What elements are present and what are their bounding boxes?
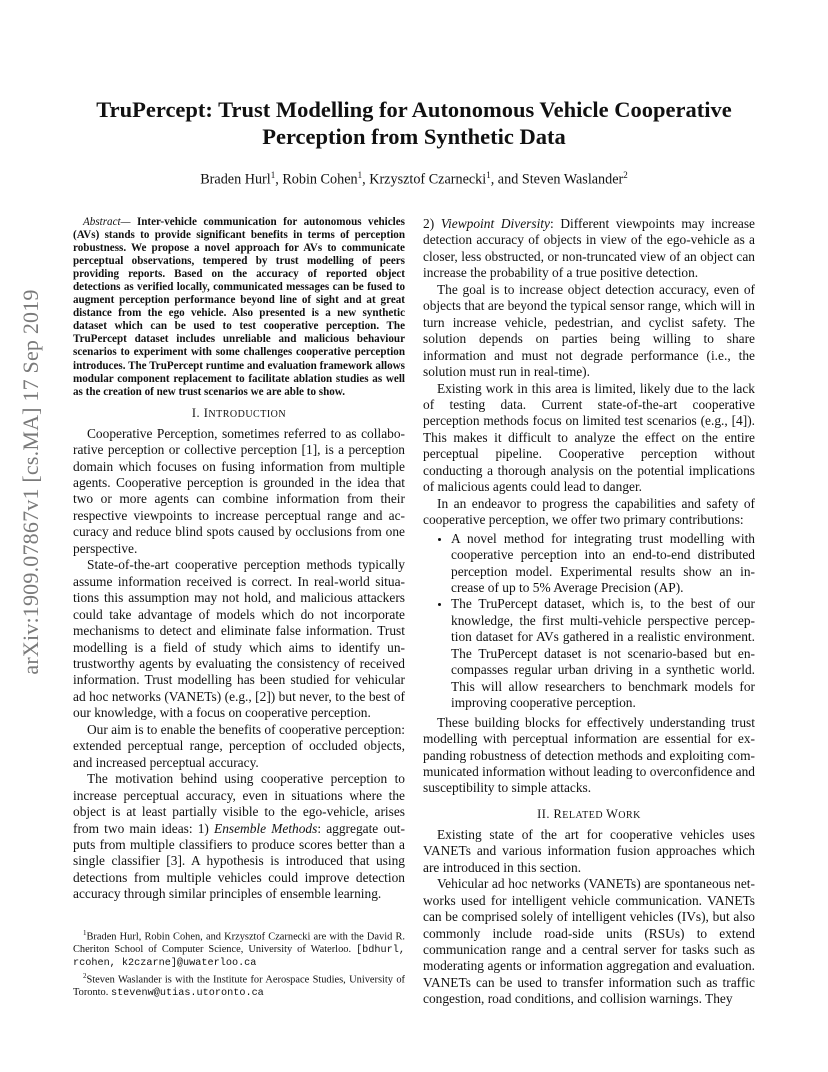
paragraph-emphasis: Viewpoint Diversity	[440, 216, 550, 231]
author-name: Braden Hurl	[200, 171, 271, 188]
abstract	[73, 216, 405, 399]
abstract-label: Abstract	[83, 216, 121, 228]
section-rest: ORK	[618, 809, 641, 821]
paragraph: The goal is to increase object detection accuracy, even of objects that are beyond the typical sensor range, which will in turn increase vehicle, pedestrian, and cyclist safety. The solution depends on parties being willing to share information and must not degrade performance (i.e., the solution must run in real-time).	[423, 281, 755, 380]
arxiv-stamp	[14, 272, 48, 692]
paragraph: In an endeavor to progress the capabilities and safety of cooperative perception, we offer two primary contributions:	[423, 495, 755, 528]
author-separator: ,	[275, 171, 283, 188]
paragraph-text: 2)	[423, 216, 441, 231]
footnote	[73, 927, 405, 970]
paragraph: Existing work in this area is limited, likely due to the lack of testing data. Current state-of-the-art cooperative perception methods focus on limited test scenarios (e.g., [4]). This makes it difficult to analyze the effect on the entire perceptual pipeline. Cooperative perception without conducting a thorough analysis on the potential implications of malicious agents could lead to danger.	[423, 380, 755, 495]
paragraph-text: : aggregate outputs from multiple classifiers to produce scores better than a single classifier [3]. A hypothesis is introduced that using detections from multiple vehicles could improve detection accuracy through similar principles of ensemble learning.	[73, 820, 405, 902]
paragraph-emphasis: Ensemble Methods	[214, 820, 318, 836]
footnote-text: Steven Waslander is with the Institute for Aerospace Studies, University of Toronto.	[73, 974, 405, 998]
paragraph: Our aim is to enable the benefits of cooperative perception: extended perceptual range, perception of occluded objects, and increased perceptual accuracy.	[73, 721, 405, 770]
abstract-dash: —	[120, 216, 137, 228]
section-rest: NTRODUCTION	[208, 408, 287, 420]
author-separator: ,	[362, 171, 370, 188]
section-cap: I	[203, 405, 209, 420]
section-heading-related-work	[423, 807, 755, 822]
arxiv-stamp-text: arXiv:1909.07867v1 [cs.MA] 17 Sep 2019	[18, 289, 43, 675]
footnote-email: stevenw@utias.utoronto.ca	[110, 987, 264, 999]
paragraph: State-of-the-art cooperative perception methods typically assume information received is correct. In real-world situations this assumption may not hold, and malicious attackers could take advantage of models which do not incorporate mechanisms to detect and eliminate false information. Trust modelling is a field of study which aims to identify untrustworthy agents by evaluating the consistency of received information. Trust modelling has been studied for vehicular ad hoc networks (VANETs) (e.g., [2]) but never, to the best of our knowledge, with a focus on cooperative perception.	[73, 557, 405, 721]
footnote-mark: 1	[83, 929, 87, 937]
left-column	[73, 216, 405, 903]
list-item: • A novel method for integrating trust modelling with cooperative perception into an end-to-end distributed perception model. Experimental results show an increase of up to 5% Average Precision (AP).	[451, 531, 755, 597]
contribution-list	[423, 531, 755, 712]
footnote-text: Braden Hurl, Robin Cohen, and Krzysztof Czarnecki are with the David R. Cheriton School of Computer Science, University of Waterloo.	[73, 931, 405, 955]
paragraph	[423, 216, 755, 282]
footnotes	[73, 927, 405, 1000]
paper-title: TruPercept: Trust Modelling for Autonomous Vehicle Cooperative Perception from Synthetic Data	[96, 97, 732, 149]
abstract-text: Inter-vehicle communication for autonomous vehicles (AVs) stands to provide significant benefits in terms of perception robustness. We propose a novel approach for AVs to communicate perceptual observations, tempered by trust modelling of peers providing reports. Based on the accuracy of reported object detections as verified locally, communicated messages can be fused to augment perception performance beyond line of sight and at great distance from the ego vehicle. Also presented is a new synthetic dataset which can be used to test cooperative perception. The TruPercept dataset includes unreliable and malicious behaviour scenarios to experiment with some challenges cooperative perception introduces. The TruPercept runtime and evaluation framework allows modular component replacement to facilitate ablation studies as well as the creation of new trust scenarios we are able to show.	[73, 216, 405, 398]
author-affiliation: 1	[486, 170, 491, 180]
paragraph: Existing state of the art for cooperative vehicles uses VANETs and various information fusion approaches which are introduced in this section.	[423, 826, 755, 875]
section-cap: W	[606, 806, 619, 821]
author-name: Krzysztof Czarnecki	[369, 171, 487, 188]
author-separator: , and	[490, 171, 522, 188]
footnote-mark: 2	[83, 972, 87, 981]
author-affiliation: 1	[357, 170, 363, 180]
author-affiliation: 2	[623, 170, 628, 180]
author-name: Robin Cohen	[282, 171, 358, 188]
section-numeral: I.	[191, 405, 204, 420]
section-heading-introduction	[73, 406, 405, 421]
paragraph: Cooperative Perception, sometimes referred to as collaborative perception or collective perception [1], is a perception domain which focuses on fusing information from multiple agents. Cooperative perception is grounded in the idea that two or more agents can combine information from their respective viewpoints to increase perceptual range and accuracy and reduce blind spots caused by occlusions from one perspective.	[73, 425, 405, 556]
section-cap: R	[553, 806, 563, 821]
paragraph: These building blocks for effectively understanding trust modelling with perceptual information are essential for expanding robustness of detection methods and exploiting communicated information without leading to overconfidence and susceptibility to simple attacks.	[423, 714, 755, 796]
paragraph: Vehicular ad hoc networks (VANETs) are spontaneous networks used for intelligent vehicle communication. VANETs can be comprised solely of intelligent vehicles (IVs), but also commonly include road-side units (RSUs) to extend communication range and a central server for tasks such as moderating agents or information aggregation and evaluation. VANETs can be used to transfer information such as traffic congestion, road conditions, and collision warnings. They	[423, 876, 755, 1007]
paragraph	[73, 771, 405, 903]
footnote-email: [bdhurl, rcohen, k2czarne]@uwaterloo.ca	[73, 944, 405, 969]
footnote	[73, 970, 405, 1000]
author-name: Steven Waslander	[521, 171, 624, 188]
section-numeral: II.	[537, 806, 554, 821]
right-column	[423, 216, 755, 1008]
author-affiliation: 1	[270, 170, 276, 180]
paragraph-text: : Different viewpoints may increase detection accuracy of objects in view of the ego-vehicle as a closer, less obstructed, or non-truncated view of an object can increase the probability of a true positive detection.	[423, 216, 755, 281]
author-list	[80, 170, 748, 189]
section-rest: ELATED	[562, 809, 607, 821]
list-item: • The TruPercept dataset, which is, to the best of our knowledge, the first multi-vehicle perspective perception dataset for AVs gathered in a realistic environment. The TruPercept dataset is not scenario-based but encompasses regular urban driving in a synthetic world. This will allow researchers to benchmark models for improving cooperative perception.	[451, 596, 755, 711]
paragraph-text: The motivation behind using cooperative perception to increase perceptual accuracy, even in situations where the object is at least partially visible to the ego-vehicle, arises from two main ideas: 1)	[73, 771, 405, 836]
